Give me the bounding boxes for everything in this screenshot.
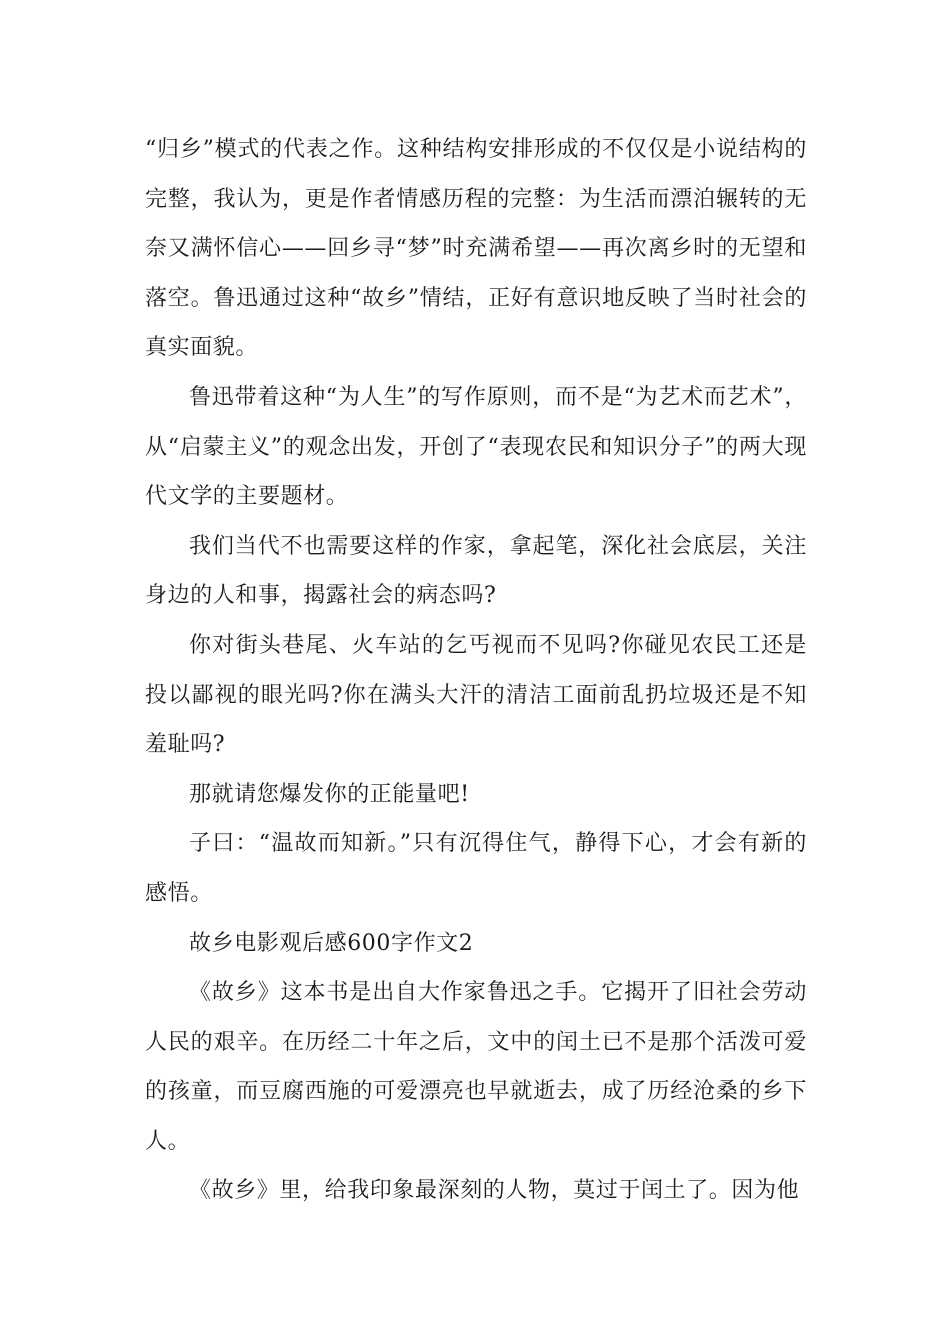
paragraph: 《故乡》这本书是出自大作家鲁迅之手。它揭开了旧社会劳动人民的艰辛。在历经二十年之后，文中的闰土已不是那个活泼可爱的孩童，而豆腐西施的可爱漂亮也早就逝去，成了历经沧桑的乡下人。	[145, 980, 807, 1154]
paragraph-continued: “归乡”模式的代表之作。这种结构安排形成的不仅仅是小说结构的完整，我认为，更是作者情感历程的完整：为生活而漂泊辗转的无奈又满怀信心——回乡寻“梦”时充满希望——再次离乡时的无望和落空。鲁迅通过这种“故乡”情结，正好有意识地反映了当时社会的真实面貌。	[145, 137, 807, 361]
paragraph: 那就请您爆发你的正能量吧!	[189, 781, 470, 807]
paragraph: 子曰：“温故而知新。”只有沉得住气，静得下心，才会有新的感悟。	[145, 831, 807, 906]
paragraph: 《故乡》里，给我印象最深刻的人物，莫过于闰土了。因为他	[189, 1178, 800, 1204]
paragraph: 你对街头巷尾、火车站的乞丐视而不见吗?你碰见农民工还是投以鄙视的眼光吗?你在满头大汗的清洁工面前乱扔垃圾还是不知羞耻吗?	[145, 632, 807, 758]
document-body	[145, 125, 807, 1216]
section-heading: 故乡电影观后感600字作文2	[189, 930, 474, 956]
paragraph: 我们当代不也需要这样的作家，拿起笔，深化社会底层，关注身边的人和事，揭露社会的病态吗?	[145, 533, 807, 609]
paragraph: 鲁迅带着这种“为人生”的写作原则，而不是“为艺术而艺术”，从“启蒙主义”的观念出发，开创了“表现农民和知识分子”的两大现代文学的主要题材。	[145, 384, 807, 510]
